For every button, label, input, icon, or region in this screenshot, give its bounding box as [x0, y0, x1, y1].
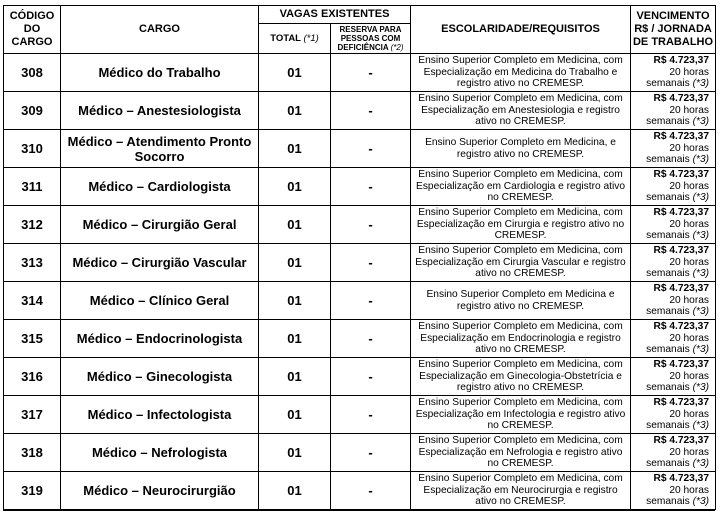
vencimento	[631, 396, 716, 434]
vagas-total: 01	[259, 206, 331, 244]
vagas-total: 01	[259, 434, 331, 472]
vagas-reserva: -	[331, 358, 411, 396]
week: semanais	[646, 78, 690, 90]
header-total-note: (*1)	[303, 33, 319, 45]
note: (*3)	[692, 192, 710, 204]
week-note	[631, 306, 709, 318]
note: (*3)	[692, 154, 710, 166]
requisitos: Ensino Superior Completo em Medicina, com Especialização em Ginecologia-Obstetrícia e registro ativo no CREMESP.	[411, 358, 631, 396]
salary: R$ 4.723,37	[653, 207, 710, 219]
vagas-reserva: -	[331, 396, 411, 434]
week: semanais	[646, 116, 690, 128]
table-row	[4, 282, 716, 320]
salary: R$ 4.723,37	[653, 55, 710, 67]
cargo-code: 319	[4, 472, 61, 510]
vencimento	[631, 168, 716, 206]
week: semanais	[646, 344, 690, 356]
requisitos: Ensino Superior Completo em Medicina, com Especialização em Cirurgia Vascular e registro ativo no CREMESP.	[411, 244, 631, 282]
requisitos: Ensino Superior Completo em Medicina, com Especialização em Cirurgia e registro ativo no CREMESP.	[411, 206, 631, 244]
note: (*3)	[692, 344, 710, 356]
salary: R$ 4.723,37	[653, 435, 710, 447]
cargo-code: 312	[4, 206, 61, 244]
vagas-total: 01	[259, 396, 331, 434]
header-vagas: VAGAS EXISTENTES	[259, 6, 411, 24]
vagas-reserva: -	[331, 92, 411, 130]
header-total	[259, 24, 331, 54]
table-row	[4, 434, 716, 472]
note: (*3)	[692, 116, 710, 128]
hours: 20 horas	[669, 484, 710, 496]
vencimento	[631, 244, 716, 282]
week-note	[631, 496, 709, 508]
week: semanais	[646, 230, 690, 242]
table-row	[4, 320, 716, 358]
hours: 20 horas	[669, 370, 710, 382]
note: (*3)	[692, 382, 710, 394]
vencimento	[631, 358, 716, 396]
note: (*3)	[692, 230, 710, 242]
week-note	[631, 192, 709, 204]
requisitos: Ensino Superior Completo em Medicina, com Especialização em Infectologia e registro ativo no CREMESP.	[411, 396, 631, 434]
table-row	[4, 54, 716, 92]
note: (*3)	[692, 458, 710, 470]
header-vencimento: VENCIMENTO R$ / JORNADA DE TRABALHO	[631, 6, 716, 54]
hours: 20 horas	[669, 218, 710, 230]
vagas-total: 01	[259, 472, 331, 510]
requisitos: Ensino Superior Completo em Medicina e registro ativo no CREMESP.	[411, 282, 631, 320]
week: semanais	[646, 192, 690, 204]
week-note	[631, 78, 709, 90]
cargo-code: 314	[4, 282, 61, 320]
cargo-name: Médico – Cirurgião Geral	[61, 206, 259, 244]
header-escolaridade: ESCOLARIDADE/REQUISITOS	[411, 6, 631, 54]
week: semanais	[646, 268, 690, 280]
vagas-reserva: -	[331, 130, 411, 168]
week: semanais	[646, 420, 690, 432]
hours: 20 horas	[669, 446, 710, 458]
requisitos: Ensino Superior Completo em Medicina, com Especialização em Medicina do Trabalho e registro ativo no CREMESP.	[411, 54, 631, 92]
table-row	[4, 396, 716, 434]
week: semanais	[646, 496, 690, 508]
salary: R$ 4.723,37	[653, 283, 710, 295]
week-note	[631, 458, 709, 470]
vagas-reserva: -	[331, 472, 411, 510]
hours: 20 horas	[669, 142, 710, 154]
table-row	[4, 168, 716, 206]
salary: R$ 4.723,37	[653, 131, 710, 143]
note: (*3)	[692, 420, 710, 432]
vagas-reserva: -	[331, 54, 411, 92]
cargo-code: 310	[4, 130, 61, 168]
vagas-total: 01	[259, 168, 331, 206]
week-note	[631, 344, 709, 356]
week: semanais	[646, 154, 690, 166]
cargo-name: Médico – Infectologista	[61, 396, 259, 434]
week-note	[631, 268, 709, 280]
cargo-name: Médico – Endocrinologista	[61, 320, 259, 358]
week-note	[631, 230, 709, 242]
week-note	[631, 420, 709, 432]
vagas-reserva: -	[331, 320, 411, 358]
vencimento	[631, 320, 716, 358]
salary: R$ 4.723,37	[653, 169, 710, 181]
hours: 20 horas	[669, 294, 710, 306]
header-total-label: TOTAL	[270, 33, 301, 45]
requisitos: Ensino Superior Completo em Medicina, com Especialização em Cardiologia e registro ativo no CREMESP.	[411, 168, 631, 206]
vagas-reserva: -	[331, 282, 411, 320]
hours: 20 horas	[669, 180, 710, 192]
cargo-name: Médico – Anestesiologista	[61, 92, 259, 130]
salary: R$ 4.723,37	[653, 473, 710, 485]
table-row	[4, 472, 716, 510]
vagas-reserva: -	[331, 244, 411, 282]
week: semanais	[646, 382, 690, 394]
note: (*3)	[692, 306, 710, 318]
cargo-code: 315	[4, 320, 61, 358]
table-body	[4, 54, 716, 510]
header-cargo: CARGO	[61, 6, 259, 54]
vencimento	[631, 282, 716, 320]
cargo-code: 317	[4, 396, 61, 434]
table-row	[4, 244, 716, 282]
requisitos: Ensino Superior Completo em Medicina, com Especialização em Nefrologia e registro ativo no CREMESP.	[411, 434, 631, 472]
positions-table	[3, 5, 716, 510]
week: semanais	[646, 458, 690, 470]
cargo-name: Médico – Atendimento Pronto Socorro	[61, 130, 259, 168]
table-row	[4, 130, 716, 168]
vencimento	[631, 130, 716, 168]
table-row	[4, 92, 716, 130]
cargo-name: Médico – Cirurgião Vascular	[61, 244, 259, 282]
vagas-reserva: -	[331, 168, 411, 206]
cargo-code: 311	[4, 168, 61, 206]
table-row	[4, 358, 716, 396]
salary: R$ 4.723,37	[653, 245, 710, 257]
vagas-reserva: -	[331, 206, 411, 244]
cargo-code: 318	[4, 434, 61, 472]
cargo-code: 309	[4, 92, 61, 130]
requisitos: Ensino Superior Completo em Medicina, com Especialização em Anestesiologia e registro ativo no CREMESP.	[411, 92, 631, 130]
note: (*3)	[692, 496, 710, 508]
note: (*3)	[692, 78, 710, 90]
vagas-reserva: -	[331, 434, 411, 472]
vagas-total: 01	[259, 320, 331, 358]
header-reserva-note: (*2)	[390, 43, 404, 53]
hours: 20 horas	[669, 408, 710, 420]
table-cut-edge	[3, 510, 715, 515]
week-note	[631, 116, 709, 128]
hours: 20 horas	[669, 332, 710, 344]
cargo-name: Médico – Cardiologista	[61, 168, 259, 206]
vagas-total: 01	[259, 282, 331, 320]
cargo-name: Médico do Trabalho	[61, 54, 259, 92]
requisitos: Ensino Superior Completo em Medicina, com Especialização em Endocrinologia e registro ativo no CREMESP.	[411, 320, 631, 358]
vagas-total: 01	[259, 92, 331, 130]
cargo-name: Médico – Neurocirurgião	[61, 472, 259, 510]
note: (*3)	[692, 268, 710, 280]
vagas-total: 01	[259, 54, 331, 92]
cargo-code: 313	[4, 244, 61, 282]
header-reserva-label: RESERVA PARA PESSOAS COM DEFICIÊNCIA	[337, 25, 402, 53]
vagas-total: 01	[259, 358, 331, 396]
salary: R$ 4.723,37	[653, 359, 710, 371]
requisitos: Ensino Superior Completo em Medicina, com Especialização em Neurocirurgia e registro ativo no CREMESP.	[411, 472, 631, 510]
table-row	[4, 206, 716, 244]
salary: R$ 4.723,37	[653, 397, 710, 409]
vencimento	[631, 54, 716, 92]
cargo-name: Médico – Clínico Geral	[61, 282, 259, 320]
vagas-total: 01	[259, 244, 331, 282]
requisitos: Ensino Superior Completo em Medicina, e registro ativo no CREMESP.	[411, 130, 631, 168]
vencimento	[631, 472, 716, 510]
salary: R$ 4.723,37	[653, 93, 710, 105]
cargo-code: 316	[4, 358, 61, 396]
hours: 20 horas	[669, 104, 710, 116]
week: semanais	[646, 306, 690, 318]
week-note	[631, 382, 709, 394]
vencimento	[631, 206, 716, 244]
hours: 20 horas	[669, 66, 710, 78]
week-note	[631, 154, 709, 166]
vencimento	[631, 92, 716, 130]
header-codigo: CÓDIGO DO CARGO	[4, 6, 61, 54]
hours: 20 horas	[669, 256, 710, 268]
vagas-total: 01	[259, 130, 331, 168]
salary: R$ 4.723,37	[653, 321, 710, 333]
vencimento	[631, 434, 716, 472]
header-reserva	[331, 24, 411, 54]
cargo-name: Médico – Nefrologista	[61, 434, 259, 472]
cargo-name: Médico – Ginecologista	[61, 358, 259, 396]
cargo-code: 308	[4, 54, 61, 92]
